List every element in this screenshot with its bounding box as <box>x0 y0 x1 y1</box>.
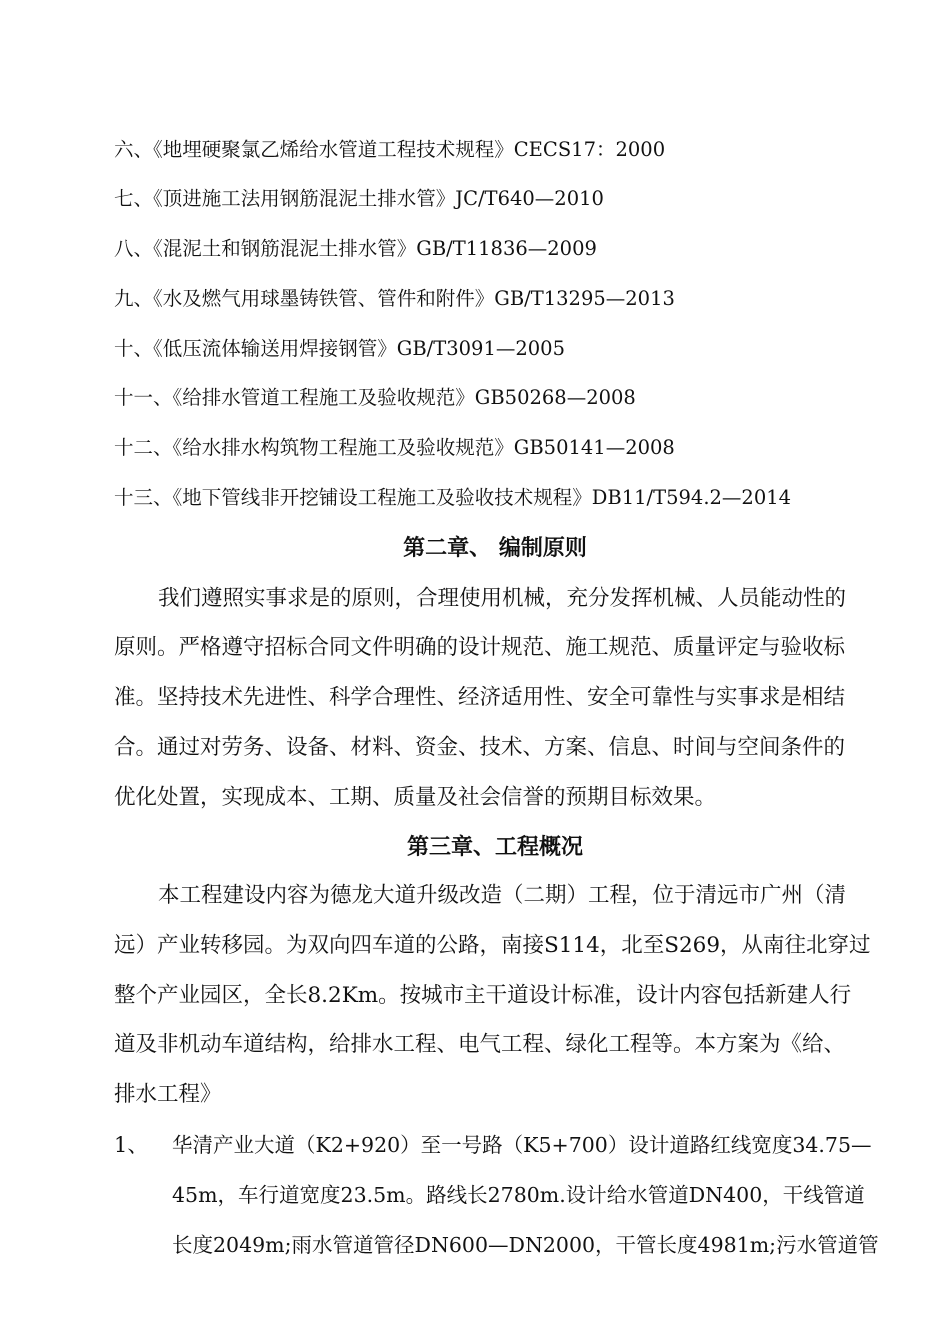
reference-line: 十三、《地下管线非开挖铺设工程施工及验收技术规程》DB11/T594.2—2014 <box>114 486 792 509</box>
list-item-line: 长度2049m;雨水管道管径DN600—DN2000，干管长度4981m;污水管道管 <box>172 1233 879 1257</box>
list-item-number: 1、 <box>114 1133 149 1157</box>
paragraph-line: 道及非机动车道结构，给排水工程、电气工程、绿化工程等。本方案为《给、 <box>114 1032 846 1057</box>
paragraph-line: 我们遵照实事求是的原则，合理使用机械，充分发挥机械、人员能动性的 <box>158 586 847 611</box>
paragraph-line: 整个产业园区，全长8.2Km。按城市主干道设计标准，设计内容包括新建人行 <box>114 983 852 1008</box>
paragraph-line: 排水工程》 <box>114 1082 222 1107</box>
chapter-2-heading: 第二章、 编制原则 <box>403 535 587 561</box>
paragraph-line: 准。坚持技术先进性、科学合理性、经济适用性、安全可靠性与实事求是相结 <box>114 685 846 710</box>
paragraph-line: 优化处置，实现成本、工期、质量及社会信誉的预期目标效果。 <box>114 785 717 810</box>
paragraph-line: 合。通过对劳务、设备、材料、资金、技术、方案、信息、时间与空间条件的 <box>114 735 846 760</box>
reference-line: 十、《低压流体输送用焊接钢管》GB/T3091—2005 <box>114 337 565 360</box>
paragraph-line: 远）产业转移园。为双向四车道的公路，南接S114，北至S269，从南往北穿过 <box>114 933 871 958</box>
list-item-line: 华清产业大道（K2+920）至一号路（K5+700）设计道路红线宽度34.75— <box>172 1133 872 1157</box>
list-item-line: 45m，车行道宽度23.5m。路线长2780m.设计给水管道DN400，干线管道 <box>172 1183 865 1207</box>
reference-line: 六、《地埋硬聚氯乙烯给水管道工程技术规程》CECS17：2000 <box>114 138 666 161</box>
paragraph-line: 原则。严格遵守招标合同文件明确的设计规范、施工规范、质量评定与验收标 <box>114 635 846 660</box>
reference-line: 八、《混泥土和钢筋混泥土排水管》GB/T11836—2009 <box>114 237 597 260</box>
paragraph-line: 本工程建设内容为德龙大道升级改造（二期）工程，位于清远市广州（清 <box>158 883 847 908</box>
reference-line: 十一、《给排水管道工程施工及验收规范》GB50268—2008 <box>114 386 636 409</box>
reference-line: 十二、《给水排水构筑物工程施工及验收规范》GB50141—2008 <box>114 436 675 459</box>
reference-line: 七、《顶进施工法用钢筋混泥土排水管》JC/T640—2010 <box>114 187 604 210</box>
chapter-3-heading: 第三章、工程概况 <box>406 834 583 860</box>
reference-line: 九、《水及燃气用球墨铸铁管、管件和附件》GB/T13295—2013 <box>114 287 675 310</box>
